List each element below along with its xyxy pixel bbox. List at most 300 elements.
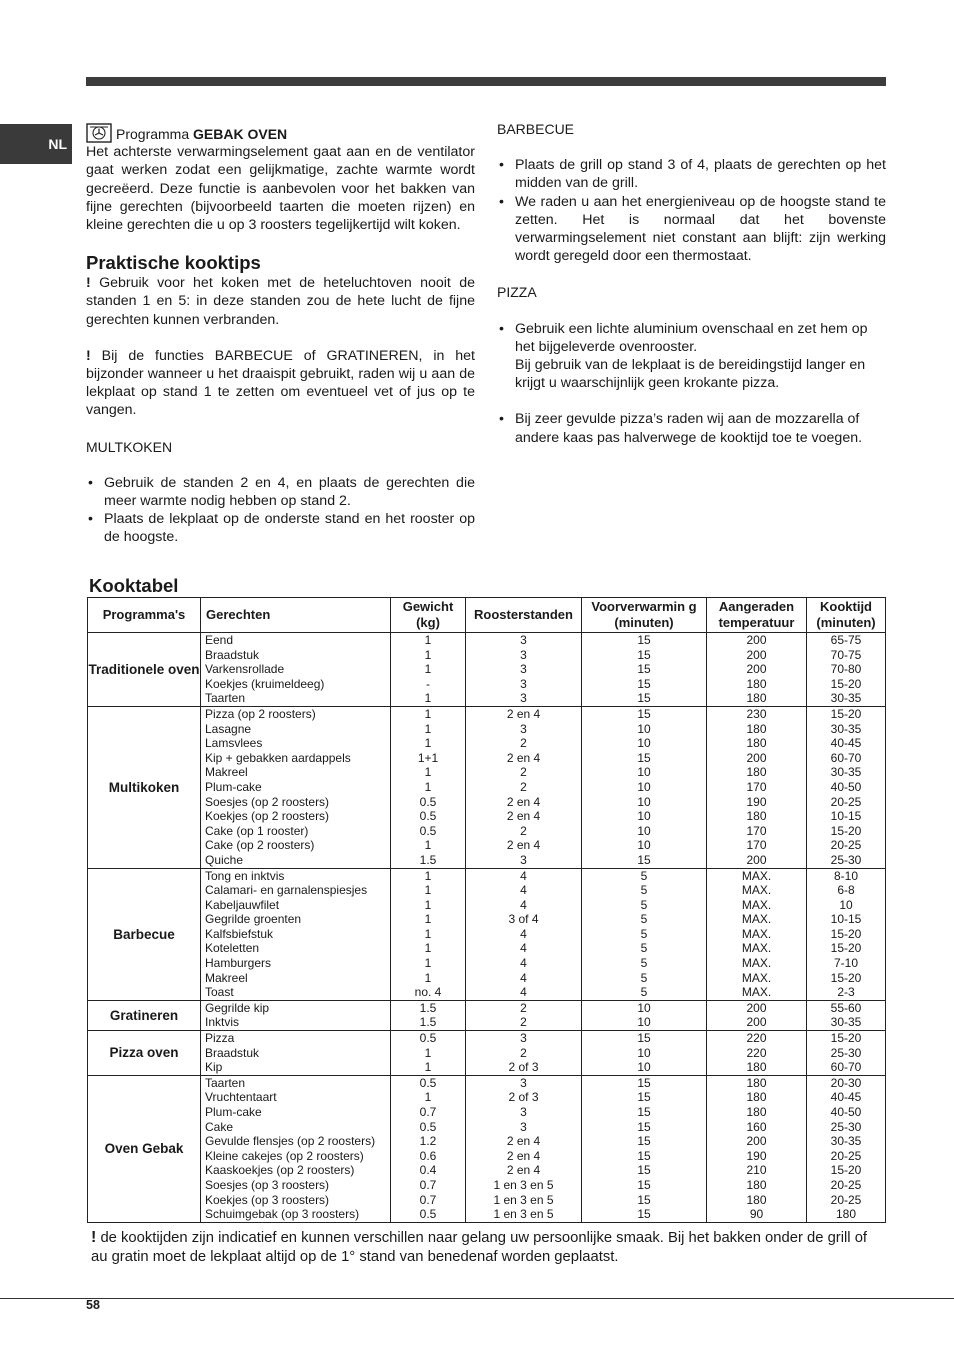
- cell-value: 15: [637, 1163, 651, 1178]
- rack-cell: [466, 1031, 582, 1076]
- cell-value: 15: [637, 706, 651, 721]
- program-cell: [88, 868, 201, 1000]
- cell-value: 10: [637, 765, 651, 780]
- cell-value: 25-30: [830, 852, 862, 867]
- cell-value: 4: [520, 868, 527, 883]
- cell-value: 3: [520, 1105, 527, 1119]
- cell-value: 1.5: [419, 1000, 437, 1015]
- cell-value: Koekjes (kruimeldeeg): [205, 676, 325, 691]
- language-tab-label: NL: [48, 136, 67, 152]
- cell-value: 1: [424, 1090, 432, 1105]
- cell-value: 70-75: [830, 647, 862, 662]
- cell-value: 15: [637, 1177, 651, 1192]
- cell-value: 1: [424, 956, 432, 971]
- cell-value: Gegrilde groenten: [205, 912, 302, 927]
- cell-value: 20-25: [830, 1192, 862, 1207]
- cell-value: 3: [520, 662, 527, 677]
- cell-value: 2 en 4: [506, 1163, 541, 1178]
- multkoken-heading: MULTKOKEN: [86, 438, 173, 455]
- cell-value: 3: [520, 721, 527, 736]
- list-item: • Gebruik de standen 2 en 4, en plaats de gerechten die meer warmte nodig hebben op stand 2.: [86, 474, 475, 510]
- left-column: [86, 123, 475, 547]
- cell-value: 1: [424, 897, 432, 912]
- footnote-mark: !: [91, 1229, 97, 1246]
- cell-value: 15-20: [830, 706, 862, 721]
- cell-value: 3: [520, 852, 527, 867]
- cell-value: 15: [637, 750, 651, 765]
- cell-value: MAX.: [741, 868, 772, 883]
- cell-value: 5: [640, 970, 648, 985]
- rack-cell: [466, 1000, 582, 1030]
- temperature-cell: [707, 1000, 807, 1030]
- table-body: [88, 633, 886, 1223]
- cell-value: 2 of 3: [508, 1090, 539, 1105]
- cell-value: 3 of 4: [508, 912, 539, 927]
- cell-value: 1: [424, 883, 432, 898]
- bottom-rule: [0, 1298, 954, 1299]
- cell-value: 2 en 4: [506, 838, 541, 853]
- cell-value: 3: [520, 647, 527, 662]
- cell-value: 10: [637, 838, 651, 853]
- rack-cell: [466, 633, 582, 707]
- table-row: [88, 1075, 886, 1222]
- cell-value: 10: [637, 1045, 651, 1060]
- weight-cell: [391, 1000, 466, 1030]
- cell-value: 15: [637, 633, 651, 647]
- table-row: [88, 1000, 886, 1030]
- cell-value: MAX.: [741, 970, 772, 985]
- cell-value: 1.5: [419, 1015, 437, 1030]
- cell-value: 180: [746, 721, 767, 736]
- table-row: [88, 1031, 886, 1076]
- cell-value: 0.5: [419, 794, 437, 809]
- pizza-bullet-1a: • Gebruik een lichte aluminium ovenschaal en zet hem op het bijgeleverde ovenrooster.: [515, 320, 868, 355]
- cell-value: 1: [424, 1060, 432, 1075]
- program-cell: [88, 1075, 201, 1222]
- cell-value: 1 en 3 en 5: [493, 1207, 554, 1222]
- pizza-heading: PIZZA: [497, 284, 537, 301]
- cell-value: 5: [640, 868, 648, 883]
- cell-value: 2: [520, 1000, 527, 1015]
- cell-value: 230: [746, 706, 767, 721]
- cell-value: 200: [746, 750, 767, 765]
- program-name: Barbecue: [113, 926, 175, 942]
- cell-value: 2 en 4: [506, 1134, 541, 1149]
- cooking-time-cell: [807, 1031, 886, 1076]
- cell-value: 2: [520, 1045, 527, 1060]
- cell-value: 1: [424, 912, 432, 927]
- oven-fan-icon: [86, 123, 112, 143]
- cell-value: 15-20: [830, 823, 862, 838]
- cell-value: 0.6: [419, 1148, 437, 1163]
- cell-value: 1: [424, 779, 432, 794]
- cell-value: Plum-cake: [205, 1105, 262, 1119]
- cell-value: 25-30: [830, 1045, 862, 1060]
- cell-value: 10-15: [830, 809, 862, 824]
- tips-heading: Praktische kooktips: [86, 252, 261, 274]
- cell-value: 15-20: [830, 970, 862, 985]
- preheat-cell: [582, 1031, 707, 1076]
- cell-value: 4: [520, 883, 527, 898]
- cell-value: 2: [520, 823, 527, 838]
- cell-value: Kabeljauwfilet: [205, 897, 280, 912]
- cell-value: 6-8: [837, 883, 855, 898]
- cooking-time-cell: [807, 1075, 886, 1222]
- cell-value: 65-75: [830, 633, 862, 647]
- list-item: [497, 320, 886, 393]
- cell-value: 40-50: [830, 779, 862, 794]
- cell-value: 200: [746, 1015, 767, 1030]
- cell-value: 15-20: [830, 1031, 862, 1046]
- cell-value: 15: [637, 691, 651, 706]
- cell-value: 2: [520, 765, 527, 780]
- exclamation-mark: !: [86, 347, 91, 364]
- table-row: [88, 868, 886, 1000]
- cell-value: 40-50: [830, 1105, 862, 1119]
- dish-cell: [201, 868, 391, 1000]
- cell-value: 55-60: [830, 1000, 862, 1015]
- cell-value: Eend: [205, 633, 234, 647]
- cell-value: Tong en inktvis: [205, 868, 285, 883]
- cell-value: 60-70: [830, 1060, 862, 1075]
- cell-value: 200: [746, 662, 767, 677]
- cell-value: 4: [520, 985, 527, 1000]
- cell-value: 180: [746, 765, 767, 780]
- cell-value: 2 en 4: [506, 1148, 541, 1163]
- rack-cell: [466, 1075, 582, 1222]
- cell-value: 25-30: [830, 1119, 862, 1134]
- cell-value: 200: [746, 1134, 767, 1149]
- cell-value: MAX.: [741, 897, 772, 912]
- cell-value: 5: [640, 985, 648, 1000]
- cell-value: 15: [637, 1207, 651, 1222]
- cell-value: 5: [640, 926, 648, 941]
- cell-value: 15-20: [830, 1163, 862, 1178]
- program-name: Oven Gebak: [104, 1141, 184, 1157]
- cell-value: Braadstuk: [205, 1045, 260, 1060]
- cell-value: 2: [520, 779, 527, 794]
- header-voorverwarming: Voorverwarmin g (minuten): [582, 598, 707, 633]
- language-tab: [0, 124, 72, 164]
- cell-value: 1 en 3 en 5: [493, 1192, 554, 1207]
- cell-value: 1.5: [419, 852, 437, 867]
- cell-value: 1: [424, 633, 432, 647]
- cooking-time-cell: [807, 706, 886, 868]
- cooking-time-cell: [807, 868, 886, 1000]
- weight-cell: [391, 1075, 466, 1222]
- cell-value: 180: [746, 1060, 767, 1075]
- cell-value: 180: [746, 1192, 767, 1207]
- cell-value: Hamburgers: [205, 956, 272, 971]
- cell-value: 10: [637, 823, 651, 838]
- temperature-cell: [707, 633, 807, 707]
- program-name: Gratineren: [109, 1007, 179, 1023]
- cell-value: Kip: [205, 1060, 223, 1075]
- cell-value: MAX.: [741, 956, 772, 971]
- cell-value: Braadstuk: [205, 647, 260, 662]
- cell-value: 1: [424, 941, 432, 956]
- cell-value: 220: [746, 1031, 767, 1046]
- temperature-cell: [707, 1031, 807, 1076]
- cell-value: 3: [520, 633, 527, 647]
- dish-cell: [201, 1000, 391, 1030]
- cell-value: 15: [637, 1134, 651, 1149]
- cell-value: 30-35: [830, 765, 862, 780]
- cell-value: 15: [637, 852, 651, 867]
- cell-value: 190: [746, 794, 767, 809]
- cell-value: Cake (op 1 rooster): [205, 823, 309, 838]
- cell-value: 15: [637, 1090, 651, 1105]
- cell-value: 0.5: [419, 823, 437, 838]
- cell-value: -: [426, 676, 430, 691]
- cell-value: 170: [746, 779, 767, 794]
- cell-value: 180: [746, 1075, 767, 1090]
- cell-value: 1: [424, 662, 432, 677]
- cell-value: 40-45: [830, 736, 862, 751]
- cell-value: 0.5: [419, 809, 437, 824]
- rack-cell: [466, 706, 582, 868]
- cell-value: 15: [637, 1075, 651, 1090]
- cell-value: Kaaskoekjes (op 2 roosters): [205, 1163, 355, 1178]
- tip-2: [86, 347, 475, 420]
- cell-value: 0.4: [419, 1163, 437, 1178]
- cell-value: 0.7: [419, 1177, 437, 1192]
- cell-value: 5: [640, 897, 648, 912]
- cell-value: 10: [637, 736, 651, 751]
- cell-value: 2: [520, 736, 527, 751]
- weight-cell: [391, 1031, 466, 1076]
- cell-value: Koekjes (op 3 roosters): [205, 1192, 330, 1207]
- cell-value: 60-70: [830, 750, 862, 765]
- cell-value: 20-25: [830, 1177, 862, 1192]
- cooking-time-cell: [807, 1000, 886, 1030]
- cell-value: Koekjes (op 2 roosters): [205, 809, 330, 824]
- cell-value: 70-80: [830, 662, 862, 677]
- tip-1: [86, 274, 475, 329]
- cell-value: 90: [749, 1207, 764, 1222]
- preheat-cell: [582, 1000, 707, 1030]
- temperature-cell: [707, 1075, 807, 1222]
- cell-value: 15-20: [830, 926, 862, 941]
- cell-value: Kalfsbiefstuk: [205, 926, 274, 941]
- cell-value: 1 en 3 en 5: [493, 1177, 554, 1192]
- tip-2-text: Bij de functies BARBECUE of GRATINEREN, in het bijzonder wanneer u het draaispit gebruikt, raden wij u aan de lekplaat op stand 1 te zetten om eventueel vet of jus op te vangen.: [86, 347, 475, 419]
- cell-value: 180: [746, 691, 767, 706]
- cell-value: 1: [424, 721, 432, 736]
- cell-value: 1: [424, 970, 432, 985]
- cell-value: 30-35: [830, 1134, 862, 1149]
- header-gerechten: Gerechten: [201, 598, 391, 633]
- table-row: [88, 706, 886, 868]
- cell-value: Koteletten: [205, 941, 260, 956]
- cell-value: 3: [520, 676, 527, 691]
- program-cell: [88, 1031, 201, 1076]
- program-name: Pizza oven: [109, 1045, 179, 1061]
- cell-value: Schuimgebak (op 3 roosters): [205, 1207, 360, 1222]
- pizza-list: [497, 320, 886, 447]
- cell-value: MAX.: [741, 883, 772, 898]
- cooking-table: [87, 597, 886, 1223]
- cell-value: MAX.: [741, 941, 772, 956]
- cell-value: Gegrilde kip: [205, 1000, 270, 1015]
- table-title: Kooktabel: [89, 575, 179, 596]
- cell-value: 180: [746, 676, 767, 691]
- cell-value: 2 en 4: [506, 750, 541, 765]
- cell-value: 1: [424, 838, 432, 853]
- cell-value: 1.2: [419, 1134, 437, 1149]
- page-number: 58: [86, 1298, 100, 1312]
- cell-value: 2 en 4: [506, 706, 541, 721]
- pizza-bullet-1b: Bij gebruik van de lekplaat is de bereidingstijd langer en krijgt u waarschijnlijk geen krokante pizza.: [515, 357, 866, 392]
- cell-value: Taarten: [205, 1075, 246, 1090]
- cell-value: 2 en 4: [506, 794, 541, 809]
- cell-value: 20-25: [830, 1148, 862, 1163]
- cell-value: 10: [637, 794, 651, 809]
- table-header-row: [88, 598, 886, 633]
- cell-value: 5: [640, 941, 648, 956]
- table-row: [88, 633, 886, 707]
- cell-value: 200: [746, 647, 767, 662]
- cell-value: 1: [424, 736, 432, 751]
- cell-value: 180: [746, 1177, 767, 1192]
- header-temperatuur: Aangeraden temperatuur: [707, 598, 807, 633]
- cell-value: 15-20: [830, 676, 862, 691]
- programma-prefix: Programma: [116, 126, 194, 142]
- dish-cell: [201, 1031, 391, 1076]
- cell-value: 210: [746, 1163, 767, 1178]
- cell-value: MAX.: [741, 912, 772, 927]
- cell-value: 4: [520, 956, 527, 971]
- cell-value: Soesjes (op 2 roosters): [205, 794, 330, 809]
- list-item: • Bij zeer gevulde pizza’s raden wij aan de mozzarella of andere kaas pas halverwege de kooktijd toe te voegen.: [497, 410, 886, 446]
- cell-value: 0.5: [419, 1031, 437, 1046]
- cell-value: Vruchtentaart: [205, 1090, 277, 1105]
- cell-value: 1: [424, 868, 432, 883]
- cell-value: 180: [746, 809, 767, 824]
- cooking-time-cell: [807, 633, 886, 707]
- cell-value: 2: [520, 1015, 527, 1030]
- cell-value: 15: [637, 662, 651, 677]
- cell-value: 0.7: [419, 1192, 437, 1207]
- header-kooktijd: Kooktijd (minuten): [807, 598, 886, 633]
- cell-value: 30-35: [830, 691, 862, 706]
- cell-value: 20-25: [830, 794, 862, 809]
- cell-value: 10: [637, 1060, 651, 1075]
- weight-cell: [391, 633, 466, 707]
- cell-value: 10-15: [830, 912, 862, 927]
- cell-value: 180: [746, 736, 767, 751]
- multkoken-list: [86, 474, 475, 547]
- cell-value: 3: [520, 1031, 527, 1046]
- program-name: Multikoken: [108, 779, 180, 795]
- cell-value: 40-45: [830, 1090, 862, 1105]
- programma-line: [86, 123, 475, 143]
- program-cell: [88, 1000, 201, 1030]
- cell-value: 200: [746, 633, 767, 647]
- cell-value: 15-20: [830, 941, 862, 956]
- cell-value: 1: [424, 706, 432, 721]
- cell-value: 2 en 4: [506, 809, 541, 824]
- cell-value: 15: [637, 1148, 651, 1163]
- cell-value: Cake (op 2 roosters): [205, 838, 315, 853]
- dish-cell: [201, 633, 391, 707]
- cell-value: 0.5: [419, 1119, 437, 1134]
- cell-value: 2-3: [837, 985, 855, 1000]
- cell-value: Lasagne: [205, 721, 252, 736]
- cell-value: 7-10: [833, 956, 859, 971]
- cell-value: Varkensrollade: [205, 662, 285, 677]
- top-rule: [86, 77, 886, 86]
- program-name: Traditionele oven: [88, 661, 200, 677]
- cell-value: MAX.: [741, 985, 772, 1000]
- cell-value: 10: [637, 721, 651, 736]
- preheat-cell: [582, 633, 707, 707]
- cell-value: 180: [746, 1105, 767, 1119]
- cell-value: 200: [746, 852, 767, 867]
- cell-value: Gevulde flensjes (op 2 roosters): [205, 1134, 376, 1149]
- cell-value: 5: [640, 956, 648, 971]
- cell-value: 20-25: [830, 838, 862, 853]
- cell-value: 15: [637, 1119, 651, 1134]
- cell-value: 1: [424, 926, 432, 941]
- cell-value: Pizza: [205, 1031, 235, 1046]
- programma-name: GEBAK OVEN: [193, 126, 288, 142]
- cell-value: 3: [520, 1119, 527, 1134]
- cell-value: 15: [637, 1031, 651, 1046]
- cell-value: 170: [746, 823, 767, 838]
- cell-value: 180: [746, 1090, 767, 1105]
- cell-value: 30-35: [830, 721, 862, 736]
- program-cell: [88, 706, 201, 868]
- cell-value: 1+1: [417, 750, 439, 765]
- cell-value: 10: [637, 1015, 651, 1030]
- cell-value: Kip + gebakken aardappels: [205, 750, 351, 765]
- list-item: • Plaats de grill op stand 3 of 4, plaats de gerechten op het midden van de grill.: [497, 156, 886, 192]
- cell-value: 160: [746, 1119, 767, 1134]
- cell-value: Plum-cake: [205, 779, 262, 794]
- dish-cell: [201, 1075, 391, 1222]
- cell-value: 30-35: [830, 1015, 862, 1030]
- cell-value: 3: [520, 1075, 527, 1090]
- header-gewicht: Gewicht (kg): [391, 598, 466, 633]
- cell-value: 15: [637, 1105, 651, 1119]
- cell-value: 10: [637, 1000, 651, 1015]
- cell-value: Soesjes (op 3 roosters): [205, 1177, 330, 1192]
- cell-value: 0.5: [419, 1207, 437, 1222]
- cell-value: 1: [424, 691, 432, 706]
- cell-value: 4: [520, 897, 527, 912]
- cell-value: Calamari- en garnalenspiesjes: [205, 883, 368, 898]
- exclamation-mark: !: [86, 275, 91, 292]
- cell-value: Inktvis: [205, 1015, 240, 1030]
- cell-value: Pizza (op 2 roosters): [205, 706, 316, 721]
- cell-value: 4: [520, 970, 527, 985]
- cell-value: 8-10: [833, 868, 859, 883]
- cell-value: 5: [640, 883, 648, 898]
- right-column: [497, 120, 886, 447]
- dish-cell: [201, 706, 391, 868]
- cell-value: 180: [835, 1207, 857, 1222]
- list-item: • Plaats de lekplaat op de onderste stand en het rooster op de hoogste.: [86, 510, 475, 546]
- footnote-text: de kooktijden zijn indicatief en kunnen verschillen naar gelang uw persoonlijke smaak. Bij het bakken onder de grill of au gratin moet de lekplaat altijd op de 1° stand van benedenaf worden geplaatst.: [91, 1230, 868, 1265]
- cell-value: 3: [520, 691, 527, 706]
- cell-value: 1: [424, 765, 432, 780]
- rack-cell: [466, 868, 582, 1000]
- cell-value: 4: [520, 926, 527, 941]
- cell-value: 1: [424, 1045, 432, 1060]
- barbecue-list: [497, 156, 886, 265]
- cell-value: 20-30: [830, 1075, 862, 1090]
